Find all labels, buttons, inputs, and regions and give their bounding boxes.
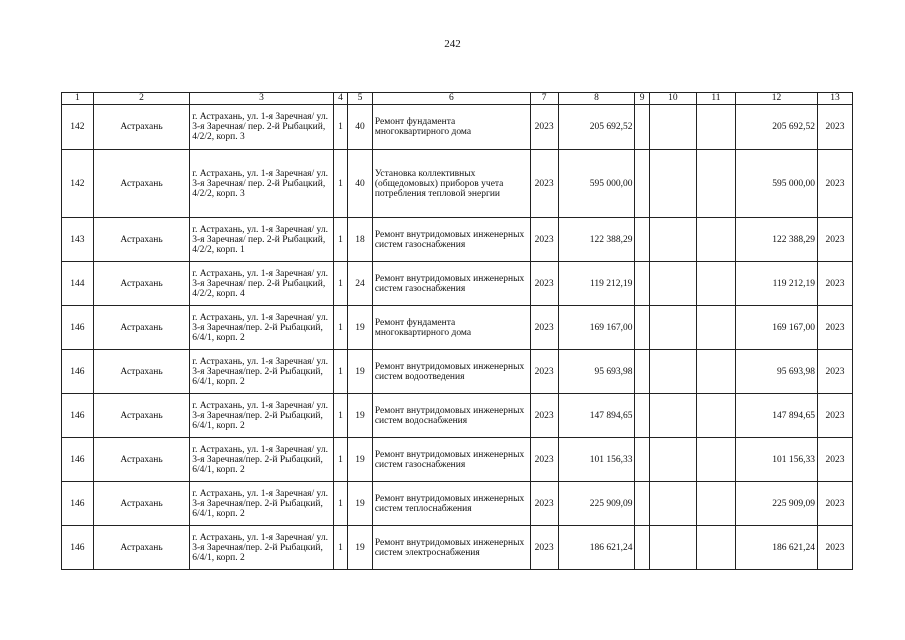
year-cell: 2023 xyxy=(530,150,558,218)
col4-cell: 1 xyxy=(333,350,347,394)
work-type-cell: Ремонт фундамента многоквартирного дома xyxy=(372,105,530,150)
city-cell: Астрахань xyxy=(93,306,189,350)
column-header: 1 xyxy=(62,93,94,105)
city-cell: Астрахань xyxy=(93,394,189,438)
table-row xyxy=(62,150,853,218)
col10-cell xyxy=(649,482,696,526)
address-cell: г. Астрахань, ул. 1-я Заречная/ ул. 3-я Заречная/ пер. 2-й Рыбацкий, 4/2/2, корп. 1 xyxy=(190,218,334,262)
end-year-cell: 2023 xyxy=(818,105,853,150)
column-header: 3 xyxy=(190,93,334,105)
table-row xyxy=(62,438,853,482)
cost-cell: 101 156,33 xyxy=(558,438,635,482)
year-cell: 2023 xyxy=(530,105,558,150)
column-header: 2 xyxy=(93,93,189,105)
column-header: 11 xyxy=(696,93,735,105)
work-type-cell: Ремонт фундамента многоквартирного дома xyxy=(372,306,530,350)
table-row xyxy=(62,218,853,262)
total-cost-cell: 101 156,33 xyxy=(735,438,817,482)
end-year-cell: 2023 xyxy=(818,150,853,218)
column-header: 13 xyxy=(818,93,853,105)
col9-cell xyxy=(635,350,649,394)
column-header: 7 xyxy=(530,93,558,105)
col5-cell: 18 xyxy=(348,218,373,262)
col4-cell: 1 xyxy=(333,306,347,350)
total-cost-cell: 169 167,00 xyxy=(735,306,817,350)
city-cell: Астрахань xyxy=(93,350,189,394)
col11-cell xyxy=(696,306,735,350)
col9-cell xyxy=(635,262,649,306)
table-row xyxy=(62,306,853,350)
col4-cell: 1 xyxy=(333,105,347,150)
work-type-cell: Ремонт внутридомовых инженерных систем водоотведения xyxy=(372,350,530,394)
total-cost-cell: 186 621,24 xyxy=(735,526,817,570)
col11-cell xyxy=(696,105,735,150)
end-year-cell: 2023 xyxy=(818,350,853,394)
cost-cell: 119 212,19 xyxy=(558,262,635,306)
year-cell: 2023 xyxy=(530,218,558,262)
col11-cell xyxy=(696,482,735,526)
col5-cell: 19 xyxy=(348,394,373,438)
total-cost-cell: 122 388,29 xyxy=(735,218,817,262)
col4-cell: 1 xyxy=(333,482,347,526)
col10-cell xyxy=(649,438,696,482)
col5-cell: 24 xyxy=(348,262,373,306)
col4-cell: 1 xyxy=(333,394,347,438)
col9-cell xyxy=(635,218,649,262)
city-cell: Астрахань xyxy=(93,105,189,150)
city-cell: Астрахань xyxy=(93,218,189,262)
column-header: 5 xyxy=(348,93,373,105)
col9-cell xyxy=(635,438,649,482)
cost-cell: 147 894,65 xyxy=(558,394,635,438)
address-cell: г. Астрахань, ул. 1-я Заречная/ ул. 3-я Заречная/пер. 2-й Рыбацкий, 6/4/1, корп. 2 xyxy=(190,350,334,394)
city-cell: Астрахань xyxy=(93,482,189,526)
table-row xyxy=(62,350,853,394)
city-cell: Астрахань xyxy=(93,438,189,482)
col9-cell xyxy=(635,306,649,350)
col4-cell: 1 xyxy=(333,150,347,218)
col4-cell: 1 xyxy=(333,438,347,482)
address-cell: г. Астрахань, ул. 1-я Заречная/ ул. 3-я Заречная/ пер. 2-й Рыбацкий, 4/2/2, корп. 3 xyxy=(190,150,334,218)
row-number: 142 xyxy=(62,150,94,218)
address-cell: г. Астрахань, ул. 1-я Заречная/ ул. 3-я Заречная/пер. 2-й Рыбацкий, 6/4/1, корп. 2 xyxy=(190,394,334,438)
col10-cell xyxy=(649,105,696,150)
total-cost-cell: 205 692,52 xyxy=(735,105,817,150)
col4-cell: 1 xyxy=(333,218,347,262)
row-number: 146 xyxy=(62,438,94,482)
end-year-cell: 2023 xyxy=(818,526,853,570)
col4-cell: 1 xyxy=(333,526,347,570)
col5-cell: 19 xyxy=(348,438,373,482)
year-cell: 2023 xyxy=(530,350,558,394)
col9-cell xyxy=(635,394,649,438)
end-year-cell: 2023 xyxy=(818,262,853,306)
cost-cell: 122 388,29 xyxy=(558,218,635,262)
year-cell: 2023 xyxy=(530,526,558,570)
year-cell: 2023 xyxy=(530,262,558,306)
repair-program-table xyxy=(61,92,853,570)
col11-cell xyxy=(696,150,735,218)
work-type-cell: Ремонт внутридомовых инженерных систем водоснабжения xyxy=(372,394,530,438)
col9-cell xyxy=(635,150,649,218)
column-number-row xyxy=(62,93,853,105)
city-cell: Астрахань xyxy=(93,262,189,306)
column-header: 12 xyxy=(735,93,817,105)
work-type-cell: Установка коллективных (общедомовых) приборов учета потребления тепловой энергии xyxy=(372,150,530,218)
col5-cell: 19 xyxy=(348,350,373,394)
year-cell: 2023 xyxy=(530,306,558,350)
year-cell: 2023 xyxy=(530,394,558,438)
col11-cell xyxy=(696,526,735,570)
total-cost-cell: 225 909,09 xyxy=(735,482,817,526)
end-year-cell: 2023 xyxy=(818,394,853,438)
col9-cell xyxy=(635,105,649,150)
city-cell: Астрахань xyxy=(93,526,189,570)
column-header: 10 xyxy=(649,93,696,105)
year-cell: 2023 xyxy=(530,482,558,526)
col10-cell xyxy=(649,150,696,218)
column-header: 8 xyxy=(558,93,635,105)
col10-cell xyxy=(649,394,696,438)
year-cell: 2023 xyxy=(530,438,558,482)
end-year-cell: 2023 xyxy=(818,438,853,482)
end-year-cell: 2023 xyxy=(818,306,853,350)
row-number: 146 xyxy=(62,482,94,526)
end-year-cell: 2023 xyxy=(818,482,853,526)
address-cell: г. Астрахань, ул. 1-я Заречная/ ул. 3-я Заречная/ пер. 2-й Рыбацкий, 4/2/2, корп. 3 xyxy=(190,105,334,150)
col9-cell xyxy=(635,526,649,570)
col5-cell: 19 xyxy=(348,306,373,350)
col11-cell xyxy=(696,218,735,262)
cost-cell: 95 693,98 xyxy=(558,350,635,394)
col10-cell xyxy=(649,526,696,570)
col4-cell: 1 xyxy=(333,262,347,306)
cost-cell: 186 621,24 xyxy=(558,526,635,570)
total-cost-cell: 95 693,98 xyxy=(735,350,817,394)
row-number: 142 xyxy=(62,105,94,150)
total-cost-cell: 595 000,00 xyxy=(735,150,817,218)
table-row xyxy=(62,105,853,150)
address-cell: г. Астрахань, ул. 1-я Заречная/ ул. 3-я Заречная/пер. 2-й Рыбацкий, 6/4/1, корп. 2 xyxy=(190,482,334,526)
table-row xyxy=(62,482,853,526)
row-number: 143 xyxy=(62,218,94,262)
work-type-cell: Ремонт внутридомовых инженерных систем газоснабжения xyxy=(372,218,530,262)
table-row xyxy=(62,262,853,306)
col5-cell: 40 xyxy=(348,105,373,150)
table-row xyxy=(62,394,853,438)
col9-cell xyxy=(635,482,649,526)
col10-cell xyxy=(649,218,696,262)
table-row xyxy=(62,526,853,570)
row-number: 146 xyxy=(62,394,94,438)
row-number: 146 xyxy=(62,526,94,570)
col5-cell: 40 xyxy=(348,150,373,218)
col5-cell: 19 xyxy=(348,526,373,570)
col11-cell xyxy=(696,262,735,306)
col10-cell xyxy=(649,262,696,306)
work-type-cell: Ремонт внутридомовых инженерных систем электроснабжения xyxy=(372,526,530,570)
cost-cell: 205 692,52 xyxy=(558,105,635,150)
end-year-cell: 2023 xyxy=(818,218,853,262)
column-header: 9 xyxy=(635,93,649,105)
cost-cell: 225 909,09 xyxy=(558,482,635,526)
col10-cell xyxy=(649,306,696,350)
row-number: 146 xyxy=(62,350,94,394)
cost-cell: 169 167,00 xyxy=(558,306,635,350)
page-number: 242 xyxy=(444,38,461,50)
address-cell: г. Астрахань, ул. 1-я Заречная/ ул. 3-я Заречная/пер. 2-й Рыбацкий, 6/4/1, корп. 2 xyxy=(190,526,334,570)
col11-cell xyxy=(696,394,735,438)
total-cost-cell: 147 894,65 xyxy=(735,394,817,438)
col11-cell xyxy=(696,438,735,482)
address-cell: г. Астрахань, ул. 1-я Заречная/ ул. 3-я Заречная/пер. 2-й Рыбацкий, 6/4/1, корп. 2 xyxy=(190,306,334,350)
cost-cell: 595 000,00 xyxy=(558,150,635,218)
city-cell: Астрахань xyxy=(93,150,189,218)
address-cell: г. Астрахань, ул. 1-я Заречная/ ул. 3-я Заречная/пер. 2-й Рыбацкий, 6/4/1, корп. 2 xyxy=(190,438,334,482)
work-type-cell: Ремонт внутридомовых инженерных систем газоснабжения xyxy=(372,262,530,306)
column-header: 6 xyxy=(372,93,530,105)
column-header: 4 xyxy=(333,93,347,105)
row-number: 146 xyxy=(62,306,94,350)
work-type-cell: Ремонт внутридомовых инженерных систем газоснабжения xyxy=(372,438,530,482)
address-cell: г. Астрахань, ул. 1-я Заречная/ ул. 3-я Заречная/ пер. 2-й Рыбацкий, 4/2/2, корп. 4 xyxy=(190,262,334,306)
col5-cell: 19 xyxy=(348,482,373,526)
row-number: 144 xyxy=(62,262,94,306)
total-cost-cell: 119 212,19 xyxy=(735,262,817,306)
col10-cell xyxy=(649,350,696,394)
col11-cell xyxy=(696,350,735,394)
work-type-cell: Ремонт внутридомовых инженерных систем теплоснабжения xyxy=(372,482,530,526)
